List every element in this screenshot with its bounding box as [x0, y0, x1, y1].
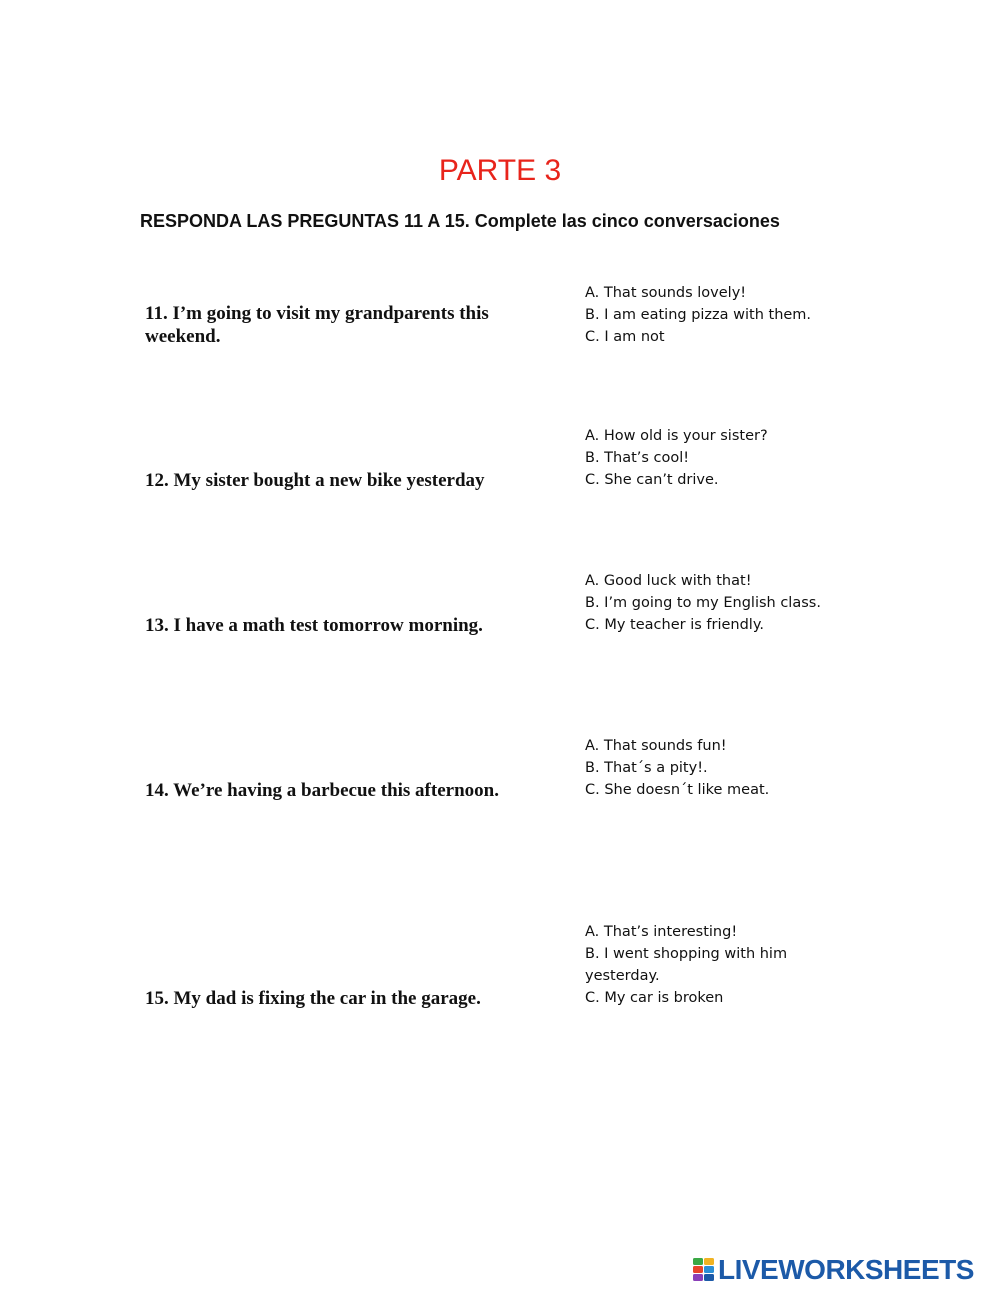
option-11-b[interactable]: B. I am eating pizza with them.: [585, 307, 812, 323]
option-13-c[interactable]: C. My teacher is friendly.: [585, 617, 764, 633]
option-13-b[interactable]: B. I’m going to my English class.: [585, 595, 821, 611]
liveworksheets-logo: [693, 1253, 974, 1287]
option-15-c[interactable]: C. My car is broken: [585, 990, 724, 1006]
question-12: 12. My sister bought a new bike yesterday: [145, 470, 485, 491]
logo-text: LIVEWORKSHEETS: [718, 1254, 974, 1285]
option-14-c[interactable]: C. She doesn´t like meat.: [585, 782, 770, 798]
option-12-c[interactable]: C. She can’t drive.: [585, 472, 719, 488]
option-12-b[interactable]: B. That’s cool!: [585, 450, 690, 466]
option-14-a[interactable]: A. That sounds fun!: [585, 738, 727, 754]
option-15-b[interactable]: B. I went shopping with him yesterday.: [585, 946, 788, 984]
question-11: 11. I’m going to visit my grandparents this weekend.: [145, 303, 489, 347]
options-12: [585, 425, 845, 491]
options-11: [585, 282, 845, 348]
options-13: [585, 570, 845, 636]
liveworksheets-logo-icon: [693, 1258, 715, 1282]
page-title: PARTE 3: [438, 154, 562, 187]
option-14-b[interactable]: B. That´s a pity!.: [585, 760, 708, 776]
options-14: [585, 735, 845, 801]
option-11-a[interactable]: A. That sounds lovely!: [585, 285, 747, 301]
options-15: [585, 921, 825, 1009]
instructions: RESPONDA LAS PREGUNTAS 11 A 15. Complete las cinco conversaciones: [140, 211, 780, 231]
option-13-a[interactable]: A. Good luck with that!: [585, 573, 752, 589]
option-12-a[interactable]: A. How old is your sister?: [585, 428, 768, 444]
option-11-c[interactable]: C. I am not: [585, 329, 665, 345]
question-14: 14. We’re having a barbecue this afternoon.: [145, 780, 499, 801]
option-15-a[interactable]: A. That’s interesting!: [585, 924, 738, 940]
question-13: 13. I have a math test tomorrow morning.: [145, 615, 483, 636]
question-15: 15. My dad is fixing the car in the garage.: [145, 988, 481, 1009]
